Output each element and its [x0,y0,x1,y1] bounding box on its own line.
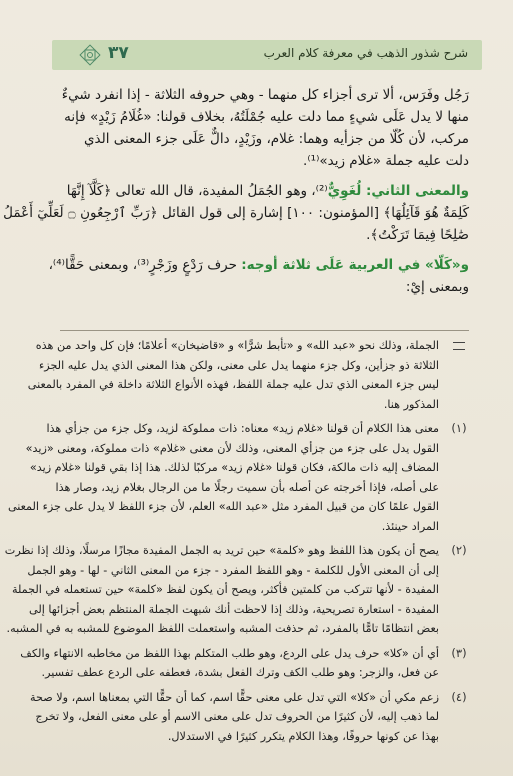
text-line: وبمعنى إيْ: [405,279,469,295]
footnote-continuation [27,336,479,414]
text-line: منها لا يدل عَلَى شيءٍ مما دلت عليه جُمْلَتُهُ، بخلاف قولنا: «غُلَامُ زَيْدٍ» فإنه [64,109,469,125]
continuation-mark [439,336,479,414]
footnote-4 [30,688,479,747]
footnote-line: المضاف إليه ذات مالكة، فكان قولنا «غلام زيد» مركبًا لذلك. هذا إذا بقي قولنا «غلام زيد» [29,461,439,474]
footnote-3 [20,644,479,683]
text-line [48,254,469,276]
footnote-separator [60,330,469,331]
footnote-line: المفيدة - استعارة تصريحية، وذلك إذا لاحظت أنك شبهت الجملة المنتظم بعض أجزائها إلى [29,602,439,616]
footnotes [4,336,479,751]
footnote-2 [4,541,479,639]
footnote-line: المفيدة - لأنها تتركب من كلمتين فأكثر، ويصح أن يكون لفظ «كلمة» حين تستعمله في الجملة [11,583,439,596]
kalla-heading: و«كَلّا» في العربية عَلَى ثلاثة أوجه: [241,257,469,273]
footnote-line: الجملة، وذلك نحو «عبد الله» و «تأبط شرًّا» و «قاضيخان» أعلامًا؛ فإن كل واحد من هذه [35,339,439,352]
footnote-line: عن فعل، والزجر: وهو طلب الكف وترك الفعل بشدة، فعطفه على الردع عطف تفسير. [41,666,439,679]
text-span: ⁽²⁾، وهو الجُمَلُ المفيدة، قال الله تعالى ﴿كَلَّآ إِنَّهَا [66,183,328,199]
arabesque-ornament-icon [80,45,100,65]
footnote-line: لما ذهب إليه، لأن كثيرًا من الحروف تدل على معنى الاسم أو على معنى الفعل، ولا تخرج [35,710,439,723]
page-header [52,40,482,70]
page-number: ٣٧ [108,43,129,63]
footnote-line: الثلاثة ذو جزأين، وكل جزء منهما يدل على معنى، ولكن هذا المعنى الذي يدل عليه الجزء [39,358,439,372]
text-span: حرف رَدْعٍ وزَجْرٍ⁽³⁾، وبمعنى حَقًّا⁽⁴⁾، [48,257,242,273]
second-meaning-heading: والمعنى الثاني: لُغَوِيٌّ [327,183,469,199]
footnote-line: ليس جزء المعنى الذي تدل عليه جملة اللفظ، فهذه الأنواع الثلاثة داخلة في المفرد بالمعنى [27,378,439,391]
footnote-line: يصح أن يكون هذا اللفظ وهو «كلمة» حين تريد به الجمل المفيدة مجازًا مرسلًا، وذلك إذا نظرت [4,544,439,557]
text-line [56,180,469,202]
footnote-line: المذكور هنا. [383,397,439,411]
footnote-line: أي أن «كلا» حرف يدل على الردع، وهو طلب المتكلم بهذا اللفظ من مخاطبه الانتهاء والكف [20,646,439,660]
footnote-number: (١) [451,421,467,435]
text-line: كَلِمَةٌ هُوَ قَآئِلُهَا﴾ [المؤمنون: ١٠٠] إشارة إلى قول القائل ﴿رَبِّ ٱرْجِعُونِ ۝ لَعَلِّيٓ أَعْمَلُ [3,205,469,221]
main-text [3,84,469,298]
running-title: شرح شذور الذهب في معرفة كلام العرب [263,46,468,60]
text-line: دلت عليه جملة «غلام زيد»⁽¹⁾. [303,153,469,169]
footnote-number: (٣) [451,645,467,660]
footnote-line: معنى هذا الكلام أن قولنا «غلام زيد» معناه: ذات مملوكة لزيد، وكل جزء من جزأي هذا [46,422,439,435]
footnote-line: القول يدل على جزء من جزأي المعنى، وذلك لأن معنى «غلام» ذات مملوكة، ومعنى «زيد» [25,441,439,455]
footnote-number: (٢) [451,543,467,557]
footnote-line: بهذا عن كونها حروفًا، وهذا الكلام يتكرر كثيرًا في الاستدلال. [167,729,439,743]
footnote-line: على أصله، فإذا أخرجته عن أصله بأن سميت رجلًا ما من الرجال بغلام زيد، وصار هذا [55,480,439,494]
footnote-line: زعم مكي أن «كلا» التي تدل على معنى حقًّا اسم، كما أن حقًّا التي بمعناها اسم، ولا صحة [30,690,439,704]
footnote-line: بعض انتظامًا تامًّا بالمفرد، ثم حذفت المشبه واستعملت اللفظ الموضوع للمشبه به في المشبه. [6,622,439,635]
footnote-line: القول علمًا كان من قبيل المفرد مثل «عبد الله» العلم، لأن جزء اللفظ لا يدل على جزء المعنى [7,500,439,513]
text-line: رَجُل وفَرَس، ألا ترى أجزاء كل منهما - وهي حروفه الثلاثة - إذا انفرد شيءٌ [61,87,469,103]
footnote-number: (٤) [451,689,467,704]
text-line: صَٰلِحًا فِيمَا تَرَكْتُ﴾. [366,227,469,243]
footnote-1 [7,419,479,536]
equals-icon [453,342,465,350]
footnote-line: إلى أن المعنى الأول للكلمة - وهو اللفظ المفرد - جزء من المعنى الثاني - لها - وهو الجمل [27,563,439,577]
footnote-line: المراد حينئذ. [381,519,439,533]
text-line: مركب، لأن كُلّا من جزأيه وهما: غلام، وزَيْدٍ، دالٌّ عَلَى جزء المعنى الذي [83,131,469,147]
